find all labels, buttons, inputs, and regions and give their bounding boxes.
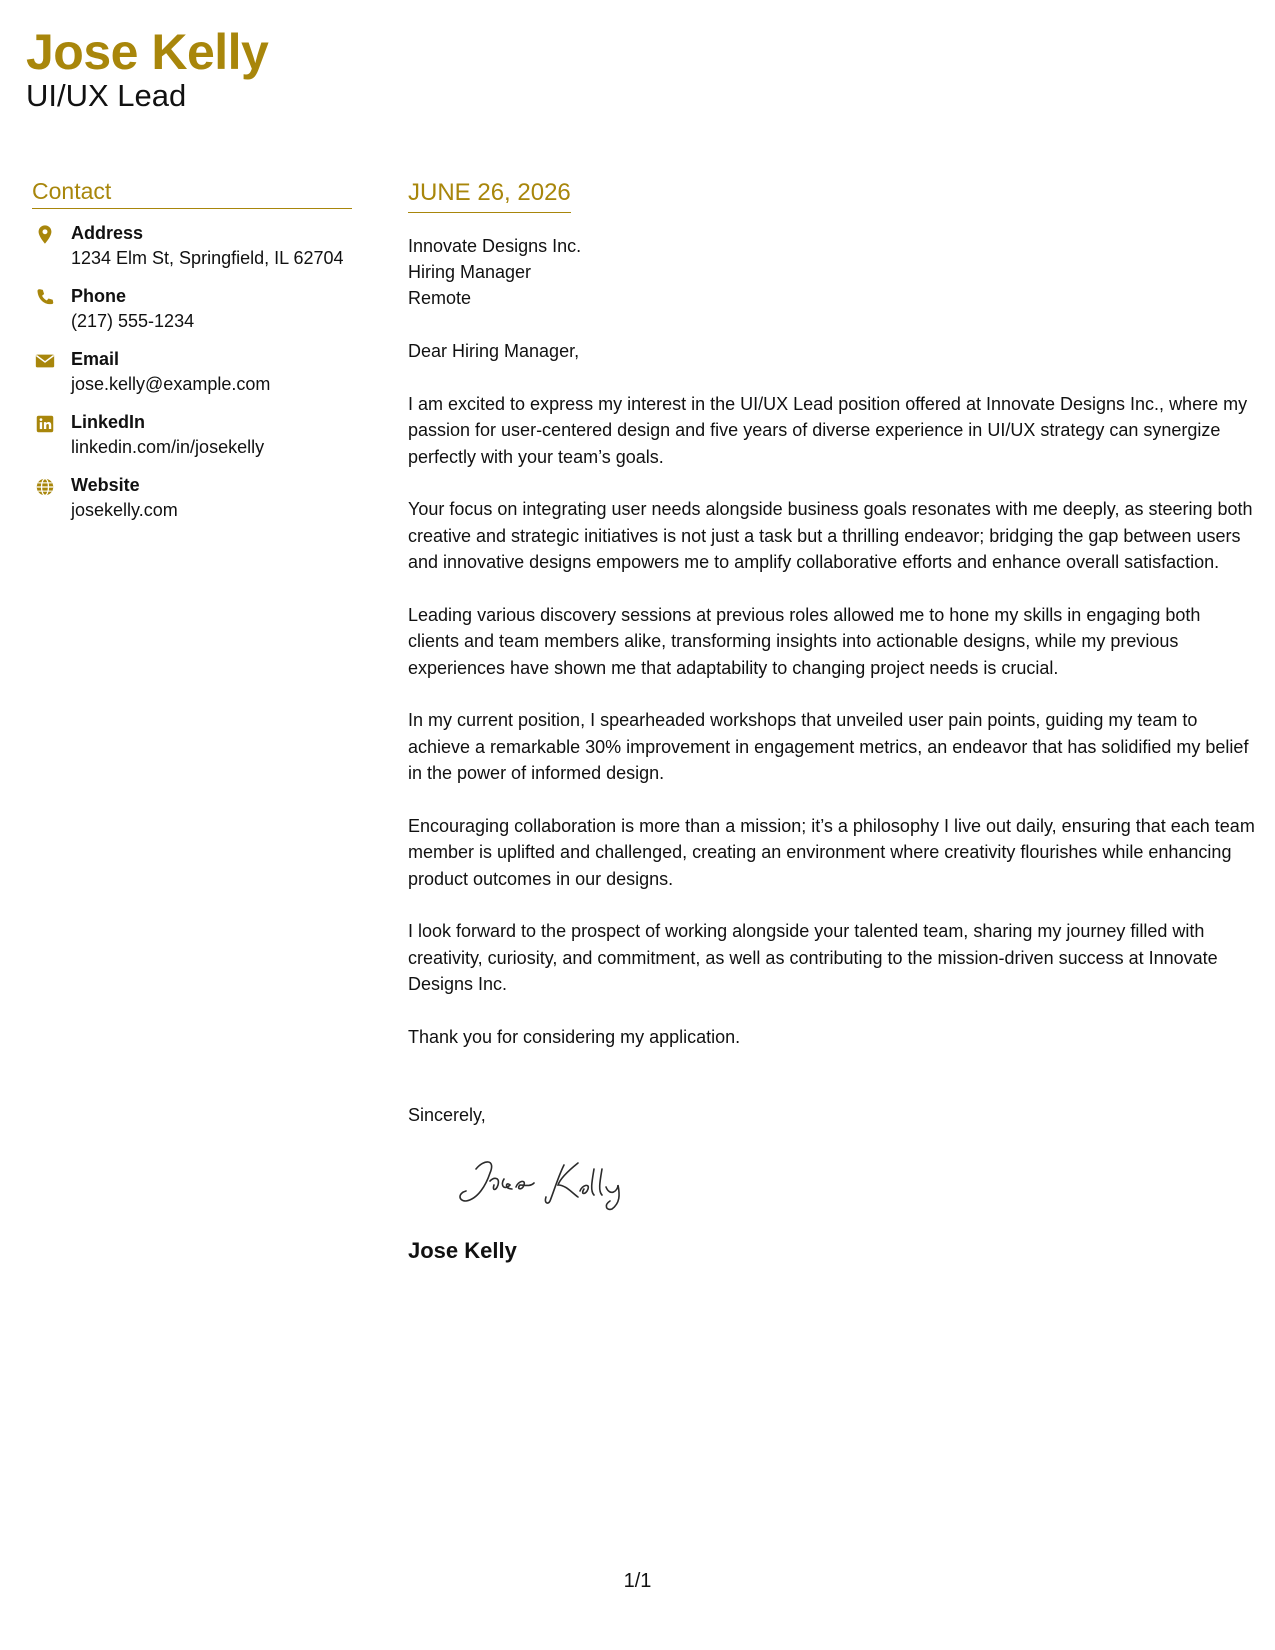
contact-label: LinkedIn bbox=[71, 412, 146, 432]
linkedin-value[interactable]: linkedin.com/in/josekelly bbox=[71, 437, 265, 457]
recipient-title: Hiring Manager bbox=[408, 262, 532, 282]
salutation: Dear Hiring Manager, bbox=[408, 341, 580, 361]
signer-name: Jose Kelly bbox=[408, 1237, 517, 1263]
recipient-location: Remote bbox=[408, 288, 472, 308]
contact-item-website bbox=[32, 473, 352, 523]
contact-item-email bbox=[32, 347, 352, 397]
address-value: 1234 Elm St, Springfield, IL 62704 bbox=[71, 248, 344, 268]
contact-sidebar bbox=[32, 176, 352, 536]
paragraph: I am excited to express my interest in the UI/UX Lead position offered at Innovate Designs Inc., where my passion for user-centered design and five years of diverse experience in UI/UX strategy can synergize perfectly with your team’s goals. bbox=[408, 393, 1248, 467]
closing: Sincerely, bbox=[408, 1105, 486, 1125]
recipient-block bbox=[408, 233, 1256, 311]
linkedin-icon bbox=[34, 413, 56, 435]
applicant-name: Jose Kelly bbox=[26, 24, 269, 80]
contact-item-address bbox=[32, 221, 352, 271]
paragraph: Your focus on integrating user needs alongside business goals resonates with me deeply, as steering both creative and strategic initiatives is not just a task but a thrilling endeavor; bridging the gap between users and innovative designs empowers me to amplify collaborative efforts and enhance overall satisfaction. bbox=[408, 499, 1253, 572]
paragraph: Encouraging collaboration is more than a mission; it’s a philosophy I live out daily, ensuring that each team member is uplifted and challenged, creating an environment where creativity flourishes while enhancing product outcomes in our designs. bbox=[408, 815, 1255, 889]
map-pin-icon bbox=[34, 224, 56, 246]
contact-item-linkedin bbox=[32, 410, 352, 460]
applicant-role: UI/UX Lead bbox=[26, 78, 187, 113]
contact-heading: Contact bbox=[32, 176, 352, 209]
paragraph: Leading various discovery sessions at previous roles allowed me to hone my skills in engaging both clients and team members alike, transforming insights into actionable designs, while my previous experiences have shown me that adaptability to changing project needs is crucial. bbox=[408, 604, 1201, 678]
letter-body bbox=[408, 176, 1256, 1264]
contact-label: Address bbox=[71, 223, 144, 243]
page-number: 1/1 bbox=[623, 1570, 652, 1592]
website-value[interactable]: josekelly.com bbox=[71, 500, 178, 520]
phone-icon bbox=[34, 287, 56, 309]
letter-date: JUNE 26, 2026 bbox=[408, 176, 571, 213]
email-value[interactable]: jose.kelly@example.com bbox=[71, 374, 271, 394]
contact-list bbox=[32, 221, 352, 523]
handwritten-signature bbox=[454, 1151, 654, 1211]
envelope-icon bbox=[34, 350, 56, 372]
phone-value: (217) 555-1234 bbox=[71, 311, 195, 331]
contact-label: Email bbox=[71, 349, 120, 369]
paragraph: In my current position, I spearheaded workshops that unveiled user pain points, guiding my team to achieve a remarkable 30% improvement in engagement metrics, an endeavor that has solidified my belief in the power of informed design. bbox=[408, 710, 1249, 783]
contact-label: Phone bbox=[71, 286, 127, 306]
contact-label: Website bbox=[71, 475, 140, 495]
globe-icon bbox=[34, 476, 56, 498]
recipient-company: Innovate Designs Inc. bbox=[408, 236, 582, 256]
paragraph: Thank you for considering my application. bbox=[408, 1026, 741, 1047]
contact-item-phone bbox=[32, 284, 352, 334]
letter-header bbox=[26, 22, 268, 114]
paragraph: I look forward to the prospect of working alongside your talented team, sharing my journey filled with creativity, curiosity, and commitment, as well as contributing to the mission-driven success at Innovate Designs Inc. bbox=[408, 921, 1218, 994]
